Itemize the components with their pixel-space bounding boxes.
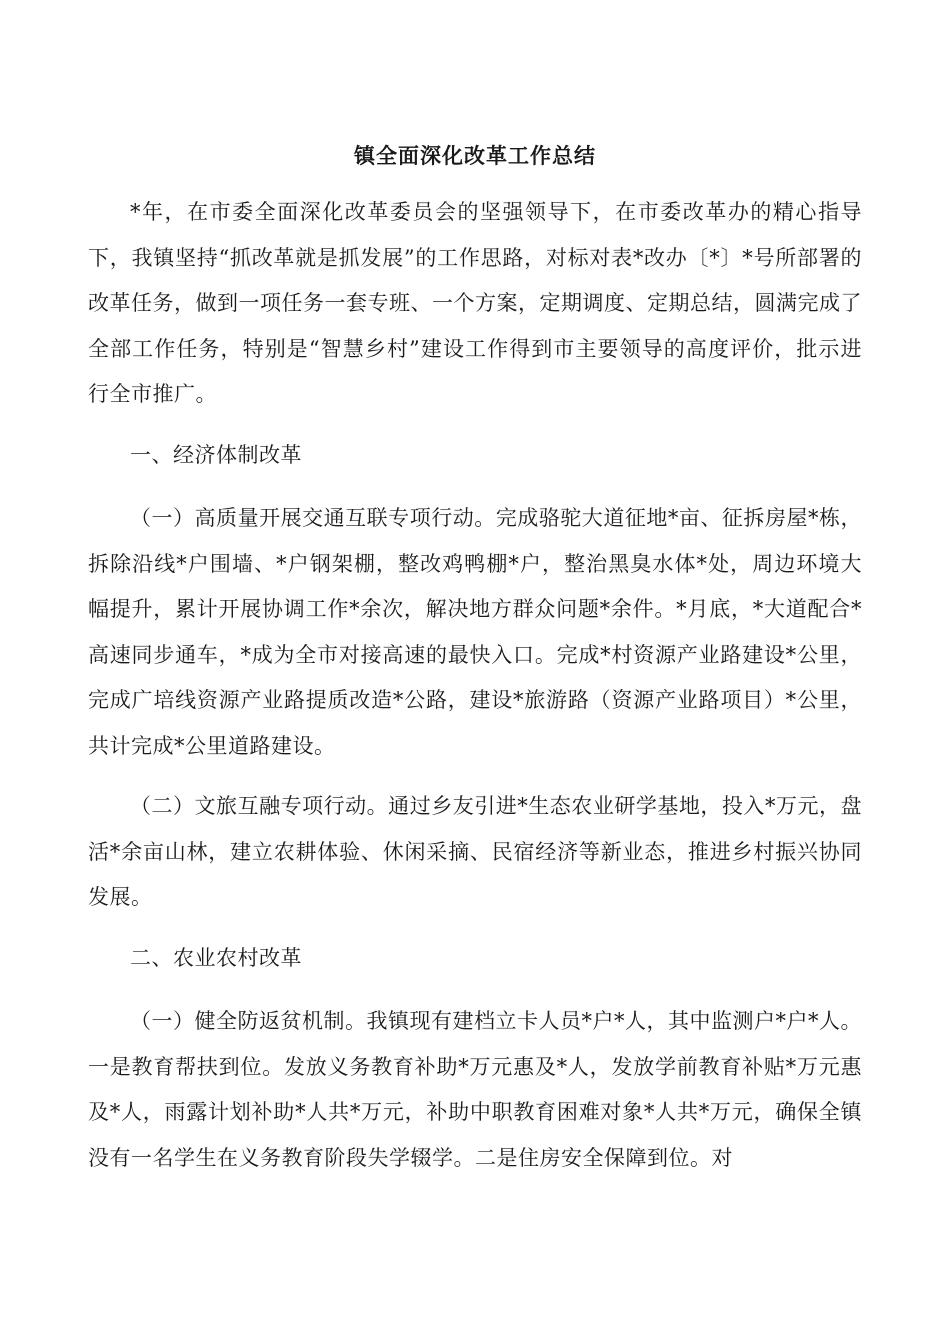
document-title: 镇全面深化改革工作总结 — [354, 144, 596, 168]
paragraph-anti-poverty-mechanism: （一）健全防返贫机制。我镇现有建档立卡人员*户*人，其中监测户*户*人。一是教育帮扶到位。发放义务教育补助*万元惠及*人，发放学前教育补贴*万元惠及*人，雨露计划补助*人共*万元，补助中职教育困难对象*人共*万元，确保全镇没有一名学生在义务教育阶段失学辍学。二是住房安全保障到位。对 — [88, 1009, 862, 1170]
section-heading-economic-reform: 一、经济体制改革 — [130, 442, 302, 467]
intro-paragraph: *年，在市委全面深化改革委员会的坚强领导下，在市委改革办的精心指导下，我镇坚持“抓改革就是抓发展”的工作思路，对标对表*改办〔*〕*号所部署的改革任务，做到一项任务一套专班、一个方案，定期调度、定期总结，圆满完成了全部工作任务，特别是“智慧乡村”建设工作得到市主要领导的高度评价，批示进行全市推广。 — [88, 200, 862, 406]
paragraph-transport-action: （一）高质量开展交通互联专项行动。完成骆驼大道征地*亩、征拆房屋*栋，拆除沿线*户围墙、*户钢架棚，整改鸡鸭棚*户，整治黑臭水体*处，周边环境大幅提升，累计开展协调工作*余次，解决地方群众问题*余件。*月底，*大道配合*高速同步通车，*成为全市对接高速的最快入口。完成*村资源产业路建设*公里，完成广培线资源产业路提质改造*公路，建设*旅游路（资源产业路项目）*公里，共计完成*公里道路建设。 — [88, 506, 862, 758]
document-body — [88, 190, 862, 1196]
paragraph-culture-tourism-action: （二）文旅互融专项行动。通过乡友引进*生态农业研学基地，投入*万元，盘活*余亩山林，建立农耕体验、休闲采摘、民宿经济等新业态，推进乡村振兴协同发展。 — [88, 794, 862, 909]
section-heading-agriculture-reform: 二、农业农村改革 — [130, 945, 302, 970]
